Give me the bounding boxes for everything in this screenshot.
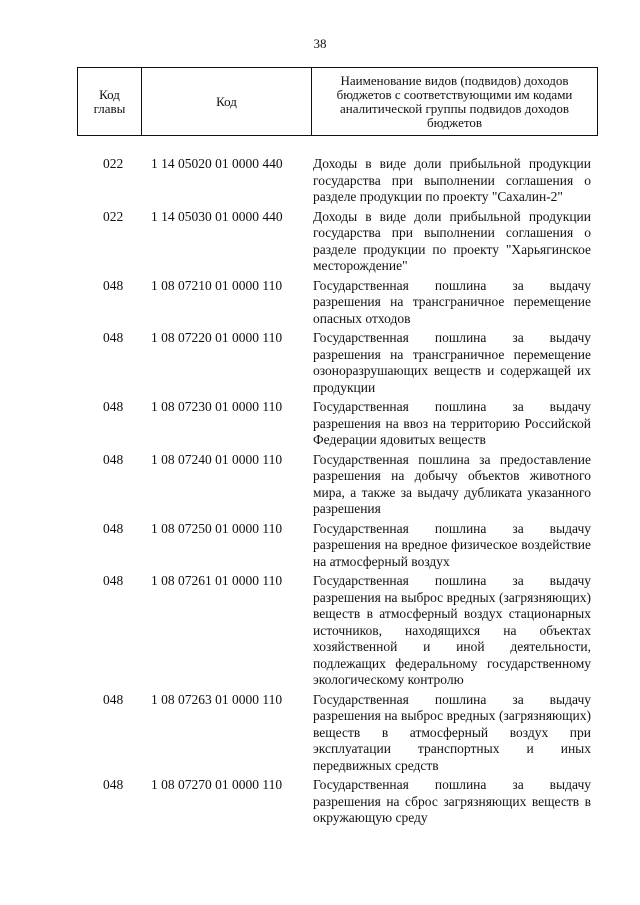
row-glava: 048 <box>103 691 124 707</box>
row-kod: 1 14 05030 01 0000 440 <box>151 208 283 224</box>
header-col-name: Наименование видов (подвидов) доходов бюджетов с соответствующими им кодами аналитической группы подвидов доходов бюджетов <box>312 68 598 136</box>
row-kod: 1 08 07250 01 0000 110 <box>151 520 283 536</box>
row-name: Государственная пошлина за выдачу разрешения на вредное физическое воздействие на атмосферный воздух <box>313 520 591 569</box>
header-col-kod: Код <box>142 68 312 136</box>
table-row <box>0 156 640 206</box>
row-kod: 1 08 07270 01 0000 110 <box>151 777 283 792</box>
table-row <box>0 573 640 689</box>
row-name: Доходы в виде доли прибыльной продукции государства при выполнении соглашения о разделе продукции по проекту "Сахалин-2" <box>313 156 591 204</box>
row-glava: 048 <box>103 777 124 792</box>
row-glava: 048 <box>103 520 124 536</box>
row-name: Государственная пошлина за выдачу разрешения на сброс загрязняющих веществ в окружающую среду <box>313 777 591 825</box>
table-row <box>0 452 640 518</box>
row-name: Государственная пошлина за выдачу разрешения на выброс вредных (загрязняющих) веществ в атмосферный воздух при эксплуатации транспортных и иных передвижных средств <box>313 691 591 773</box>
row-kod: 1 08 07261 01 0000 110 <box>151 573 283 588</box>
row-kod: 1 08 07220 01 0000 110 <box>151 330 283 345</box>
table-body <box>0 156 640 827</box>
row-kod: 1 08 07240 01 0000 110 <box>151 451 283 467</box>
row-name: Доходы в виде доли прибыльной продукции государства при выполнении соглашения о разделе продукции по проекту "Харьягинское месторождение" <box>313 208 591 273</box>
row-kod: 1 14 05020 01 0000 440 <box>151 156 283 171</box>
header-col-glava: Код главы <box>78 68 142 136</box>
row-name: Государственная пошлина за выдачу разрешения на ввоз на территорию Российской Федерации ядовитых веществ <box>313 399 591 447</box>
table-row <box>0 777 640 827</box>
row-glava: 022 <box>103 208 124 224</box>
row-name: Государственная пошлина за выдачу разрешения на трансграничное перемещение озоноразрушающих веществ и содержащей их продукции <box>313 330 591 395</box>
table-row <box>0 278 640 328</box>
table-row <box>0 330 640 396</box>
row-name: Государственная пошлина за предоставление разрешения на добычу объектов животного мира, а также за выдачу дубликата указанного разрешения <box>313 451 591 516</box>
row-glava: 048 <box>103 399 124 414</box>
row-kod: 1 08 07210 01 0000 110 <box>151 277 283 293</box>
row-glava: 048 <box>103 330 124 345</box>
row-kod: 1 08 07263 01 0000 110 <box>151 691 283 707</box>
table-row <box>0 399 640 449</box>
row-name: Государственная пошлина за выдачу разрешения на трансграничное перемещение опасных отходов <box>313 277 591 326</box>
row-kod: 1 08 07230 01 0000 110 <box>151 399 283 414</box>
table-row <box>0 521 640 571</box>
row-name: Государственная пошлина за выдачу разрешения на выброс вредных (загрязняющих) веществ в атмосферный воздух стационарных источников, находящихся на объектах хозяйственной и иной деятельности, подлежащих федеральному государственному экологическому контролю <box>313 573 591 687</box>
row-glava: 048 <box>103 451 124 467</box>
row-glava: 022 <box>103 156 124 171</box>
row-glava: 048 <box>103 277 124 293</box>
table-row <box>0 209 640 275</box>
table-header <box>77 67 598 136</box>
row-glava: 048 <box>103 573 124 588</box>
page-number: 38 <box>313 36 327 51</box>
table-row <box>0 692 640 775</box>
